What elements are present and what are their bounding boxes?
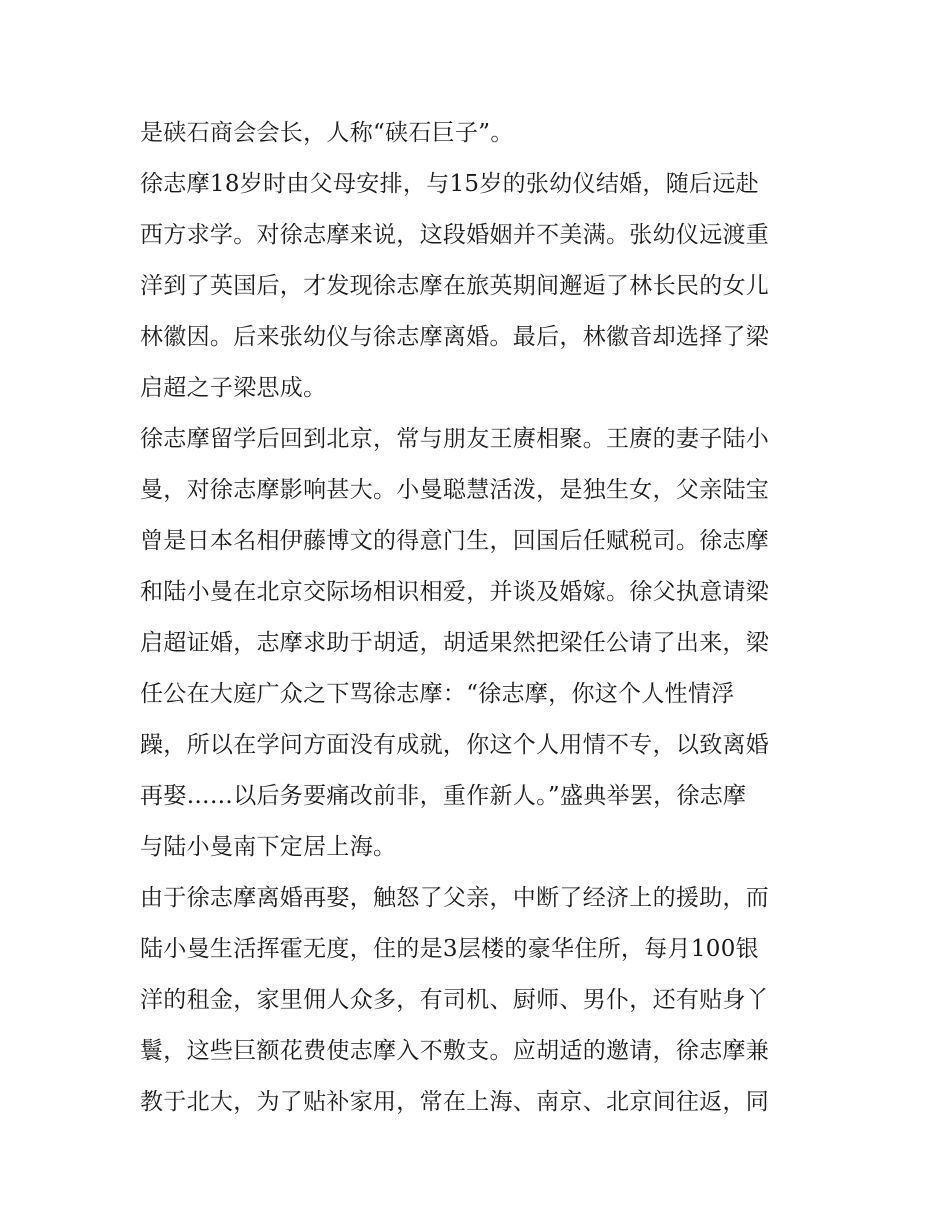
text-line: 陆小曼生活挥霍无度，住的是3层楼的豪华住所，每月100银 xyxy=(140,936,759,962)
text-line: 任公在大庭广众之下骂徐志摩：“徐志摩，你这个人性情浮 xyxy=(140,681,735,707)
body-text xyxy=(140,108,820,1128)
text-line: 教于北大，为了贴补家用，常在上海、南京、北京间往返，同 xyxy=(140,1089,770,1115)
text-line: 启超之子梁思成。 xyxy=(140,375,327,401)
text-line: 西方求学。对徐志摩来说，这段婚姻并不美满。张幼仪远渡重 xyxy=(140,222,770,248)
text-line: 是硖石商会会长，人称“硖石巨子”。 xyxy=(140,120,514,146)
text-line: 曾是日本名相伊藤博文的得意门生，回国后任赋税司。徐志摩 xyxy=(140,528,770,554)
text-line: 鬟，这些巨额花费使志摩入不敷支。应胡适的邀请，徐志摩兼 xyxy=(140,1038,770,1064)
text-line: 启超证婚，志摩求助于胡适，胡适果然把梁任公请了出来，梁 xyxy=(140,630,770,656)
text-line: 躁，所以在学问方面没有成就，你这个人用情不专，以致离婚 xyxy=(140,732,770,758)
text-line: 曼，对徐志摩影响甚大。小曼聪慧活泼，是独生女，父亲陆宝 xyxy=(140,477,770,503)
text-line: 再娶……以后务要痛改前非，重作新人。”盛典举罢，徐志摩 xyxy=(140,783,747,809)
text-line: 林徽因。后来张幼仪与徐志摩离婚。最后，林徽音却选择了梁 xyxy=(140,324,770,350)
text-line: 洋到了英国后，才发现徐志摩在旅英期间邂逅了林长民的女儿 xyxy=(140,273,770,299)
text-line: 徐志摩18岁时由父母安排，与15岁的张幼仪结婚，随后远赴 xyxy=(140,171,759,197)
text-line: 徐志摩留学后回到北京，常与朋友王赓相聚。王赓的妻子陆小 xyxy=(140,426,770,452)
text-line: 与陆小曼南下定居上海。 xyxy=(140,834,397,860)
text-line: 和陆小曼在北京交际场相识相爱，并谈及婚嫁。徐父执意请梁 xyxy=(140,579,770,605)
text-line: 洋的租金，家里佣人众多，有司机、厨师、男仆，还有贴身丫 xyxy=(140,987,770,1013)
text-line: 由于徐志摩离婚再娶，触怒了父亲，中断了经济上的援助，而 xyxy=(140,885,770,911)
